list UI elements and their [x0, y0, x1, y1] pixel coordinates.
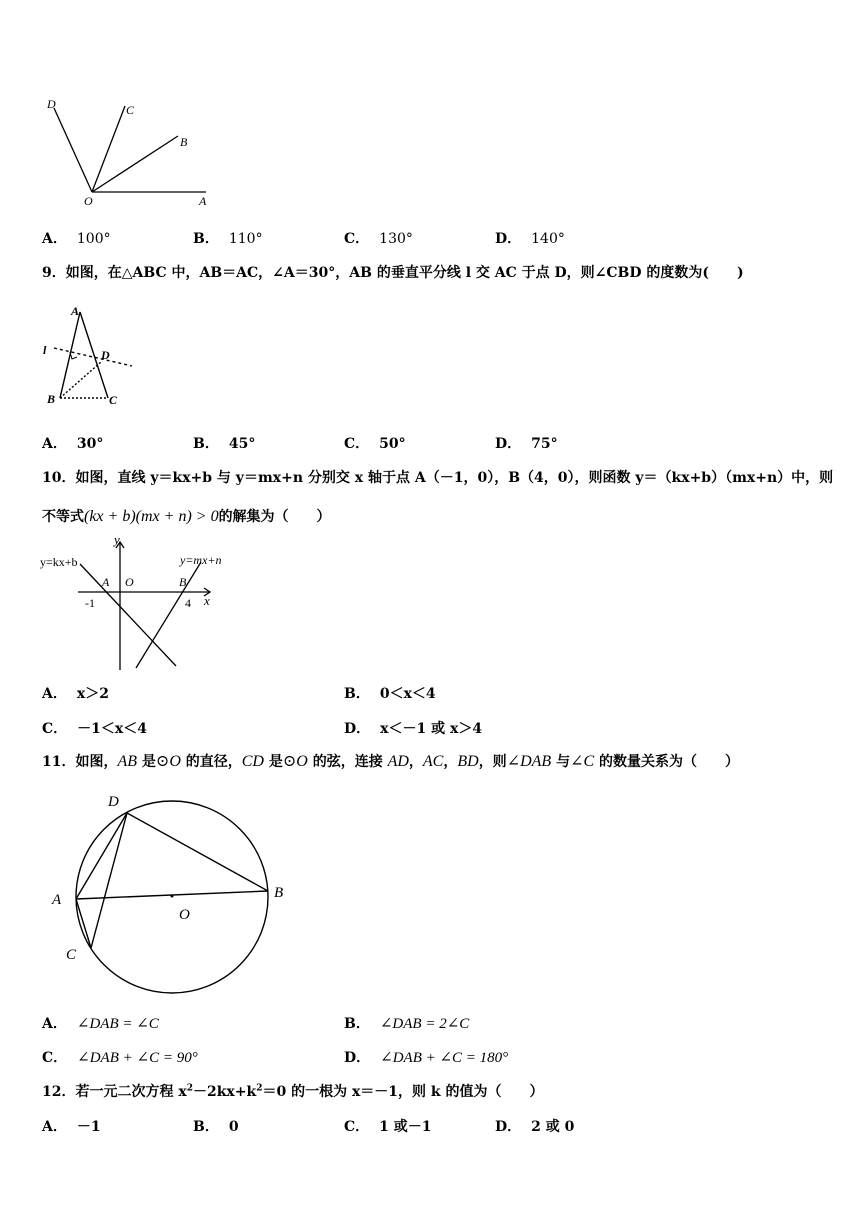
q10-label-y: y [114, 534, 120, 547]
q8-option-c[interactable]: C． 130° [344, 231, 413, 247]
q8-angle-figure [40, 92, 220, 212]
q9-option-d[interactable]: D． 75° [495, 436, 558, 452]
q10-suffix: 的解集为（ ） [218, 509, 331, 525]
q9-label-l: l [43, 343, 47, 357]
q11-label-C: C [66, 947, 77, 963]
q8-label-A: A [199, 194, 207, 208]
q9-label-B: B [47, 392, 56, 406]
q11-option-b[interactable]: B． ∠DAB = 2∠C [344, 1016, 470, 1032]
q11-circle-O: ⊙O [155, 753, 181, 770]
q10-label-A: A [102, 575, 110, 589]
q10-option-a[interactable]: A． x＞2 [42, 686, 109, 702]
q8-label-C: C [126, 103, 135, 117]
q10-label-O: O [125, 575, 134, 589]
q10-question-line1: 10．如图，直线 y＝kx+b 与 y＝mx+n 分别交 x 轴于点 A（－1，0），B（4，0），则函数 y＝（kx+b）（mx+n）中，则 [42, 470, 834, 486]
q10-label-line1: y=kx+b [40, 555, 78, 569]
q10-option-d[interactable]: D． x＜－1 或 x＞4 [344, 721, 483, 737]
q10-label-x: x [204, 593, 210, 608]
q10-prefix: 不等式 [42, 509, 84, 525]
q11-option-c[interactable]: C． ∠DAB + ∠C = 90° [42, 1050, 198, 1066]
q11-option-a[interactable]: A． ∠DAB = ∠C [42, 1016, 159, 1032]
q9-option-a[interactable]: A． 30° [42, 436, 104, 452]
q9-option-b[interactable]: B． 45° [193, 436, 256, 452]
q10-option-b[interactable]: B． 0＜x＜4 [344, 686, 436, 702]
q11-label-A: A [52, 892, 62, 908]
q10-option-c[interactable]: C． －1＜x＜4 [42, 721, 147, 737]
q10-inequality: (kx + b)(mx + n) > 0 [84, 508, 219, 525]
q9-label-C: C [109, 393, 118, 407]
q8-option-b[interactable]: B． 110° [193, 231, 263, 247]
q10-label-4: 4 [185, 596, 191, 610]
q12-option-d[interactable]: D． 2 或 0 [495, 1119, 575, 1135]
q11-label-D: D [108, 794, 119, 810]
q10-question-line2 [42, 506, 331, 526]
q9-label-A: A [71, 304, 80, 318]
q11-circle-figure [46, 786, 296, 1000]
q11-label-O: O [179, 907, 190, 923]
q12-option-b[interactable]: B． 0 [193, 1119, 239, 1135]
q11-AB: AB [117, 753, 138, 770]
q9-question-text: 9．如图，在△ABC 中，AB＝AC，∠A＝30°，AB 的垂直平分线 l 交 AC 于点 D，则∠CBD 的度数为( ) [42, 265, 744, 281]
q12-option-c[interactable]: C． 1 或－1 [344, 1119, 432, 1135]
q8-option-a[interactable]: A． 100° [42, 231, 111, 247]
q8-label-D: D [47, 97, 56, 111]
q10-label-B: B [179, 575, 187, 589]
q9-option-c[interactable]: C． 50° [344, 436, 406, 452]
q9-triangle-figure [40, 302, 140, 410]
q12-question-text: 12．若一元二次方程 $x^2-2kx+k^2=0$ 的一根为 x＝－1，则 k 的值为（ ） [42, 1083, 544, 1100]
q11-CD: CD [241, 753, 264, 770]
q8-label-O: O [84, 194, 93, 208]
q10-label-neg1: -1 [85, 596, 95, 610]
q10-label-line2: y=mx+n [180, 553, 222, 567]
q10-line-graph-figure [38, 534, 248, 674]
q11-label-B: B [274, 885, 284, 901]
q12-option-a[interactable]: A． －1 [42, 1119, 101, 1135]
q8-label-B: B [180, 135, 188, 149]
q9-label-D: D [101, 348, 110, 362]
q11-option-d[interactable]: D． ∠DAB + ∠C = 180° [344, 1050, 509, 1066]
q8-option-d[interactable]: D． 140° [495, 231, 565, 247]
q11-question-text: 11．如图，AB 是⊙O 的直径，CD 是⊙O 的弦，连接 AD，AC，BD，则∠DAB 与∠C 的数量关系为（ ） [42, 753, 740, 770]
